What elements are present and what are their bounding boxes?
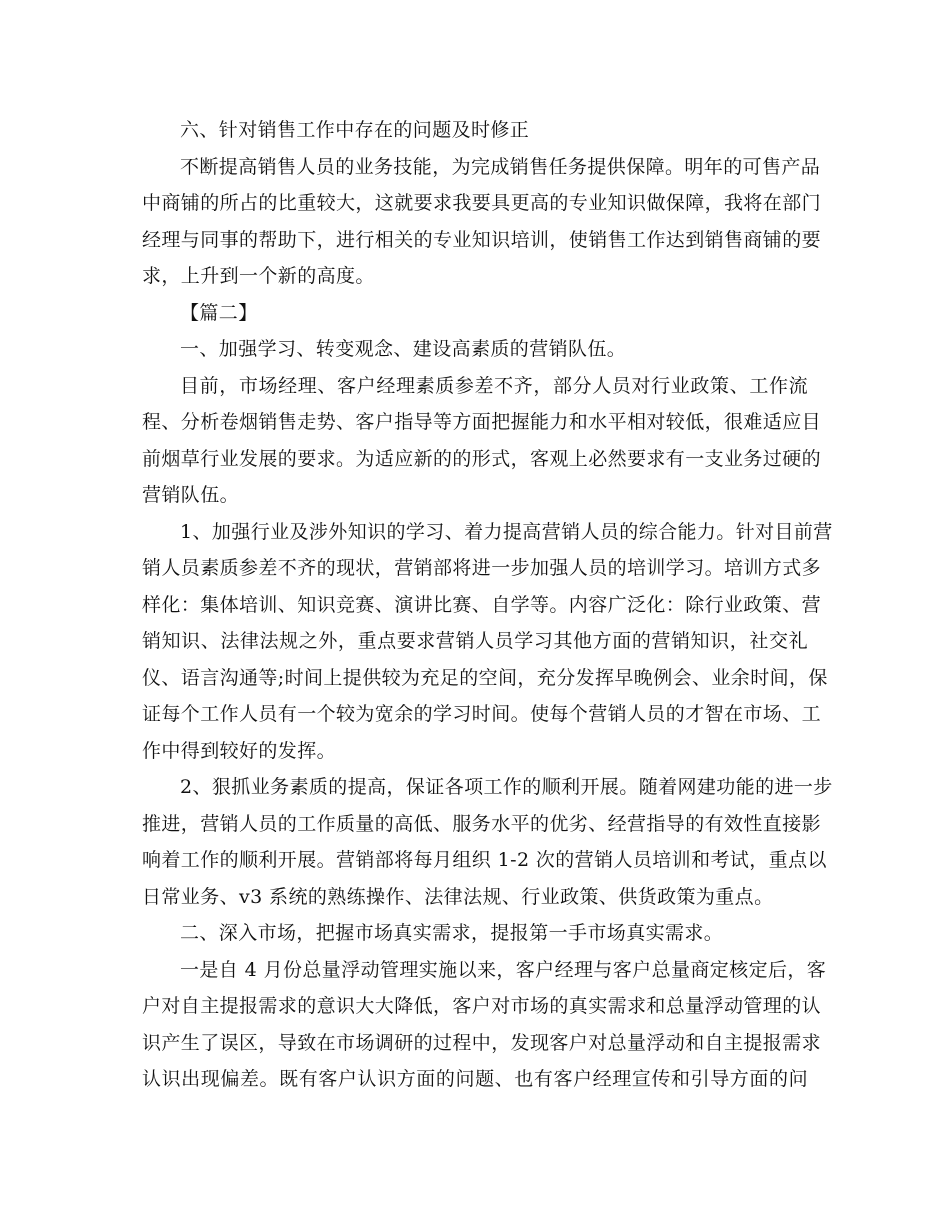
text-line: 六、针对销售工作中存在的问题及时修正 bbox=[180, 119, 530, 141]
text-line: 程、分析卷烟销售走势、客户指导等方面把握能力和水平相对较低，很难适应目 bbox=[142, 411, 822, 433]
text-line: 户对自主提报需求的意识大大降低，客户对市场的真实需求和总量浮动管理的认 bbox=[142, 995, 822, 1017]
text-line: 销人员素质参差不齐的现状，营销部将进一步加强人员的培训学习。培训方式多 bbox=[142, 557, 822, 579]
text-line: 证每个工作人员有一个较为宽余的学习时间。使每个营销人员的才智在市场、工 bbox=[142, 703, 822, 725]
text-line: 营销队伍。 bbox=[142, 484, 240, 506]
text-line: 认识出现偏差。既有客户认识方面的问题、也有客户经理宣传和引导方面的问 bbox=[142, 1068, 808, 1090]
text-line: 样化：集体培训、知识竞赛、演讲比赛、自学等。内容广泛化：除行业政策、营 bbox=[142, 593, 822, 616]
text-line: 识产生了误区，导致在市场调研的过程中，发现客户对总量浮动和自主提报需求 bbox=[142, 1031, 822, 1054]
text-line: 目前，市场经理、客户经理素质参差不齐，部分人员对行业政策、工作流 bbox=[180, 374, 808, 397]
text-line: 二、深入市场，把握市场真实需求，提报第一手市场真实需求。 bbox=[180, 922, 724, 944]
text-line: 1、加强行业及涉外知识的学习、着力提高营销人员的综合能力。针对目前营 bbox=[180, 520, 833, 543]
text-line: 响着工作的顺利开展。营销部将每月组织 1-2 次的营销人员培训和考试，重点以 bbox=[142, 849, 827, 871]
text-line: 一是自 4 月份总量浮动管理实施以来，客户经理与客户总量商定核定后，客 bbox=[180, 958, 827, 981]
text-line: 推进，营销人员的工作质量的高低、服务水平的优劣、经营指导的有效性直接影 bbox=[142, 812, 822, 835]
text-line: 销知识、法律法规之外，重点要求营销人员学习其他方面的营销知识，社交礼 bbox=[142, 630, 808, 652]
text-line: 仪、语言沟通等;时间上提供较为充足的空间，充分发挥早晚例会、业余时间，保 bbox=[142, 666, 828, 689]
text-line: 作中得到较好的发挥。 bbox=[142, 739, 337, 762]
text-line: 【篇二】 bbox=[180, 301, 258, 324]
document-body bbox=[142, 112, 833, 1098]
text-line: 经理与同事的帮助下，进行相关的专业知识培训，使销售工作达到销售商铺的要 bbox=[142, 228, 822, 251]
text-line: 求，上升到一个新的高度。 bbox=[142, 265, 375, 287]
text-line: 中商铺的所占的比重较大，这就要求我要具更高的专业知识做保障，我将在部门 bbox=[142, 192, 822, 214]
text-line: 不断提高销售人员的业务技能，为完成销售任务提供保障。明年的可售产品 bbox=[180, 155, 821, 178]
text-line: 一、加强学习、转变观念、建设高素质的营销队伍。 bbox=[180, 338, 627, 360]
text-line: 2、狠抓业务素质的提高，保证各项工作的顺利开展。随着网建功能的进一步 bbox=[180, 776, 833, 798]
text-line: 前烟草行业发展的要求。为适应新的的形式，客观上必然要求有一支业务过硬的 bbox=[142, 447, 822, 470]
text-line: 日常业务、v3 系统的熟练操作、法律法规、行业政策、供货政策为重点。 bbox=[142, 885, 774, 908]
